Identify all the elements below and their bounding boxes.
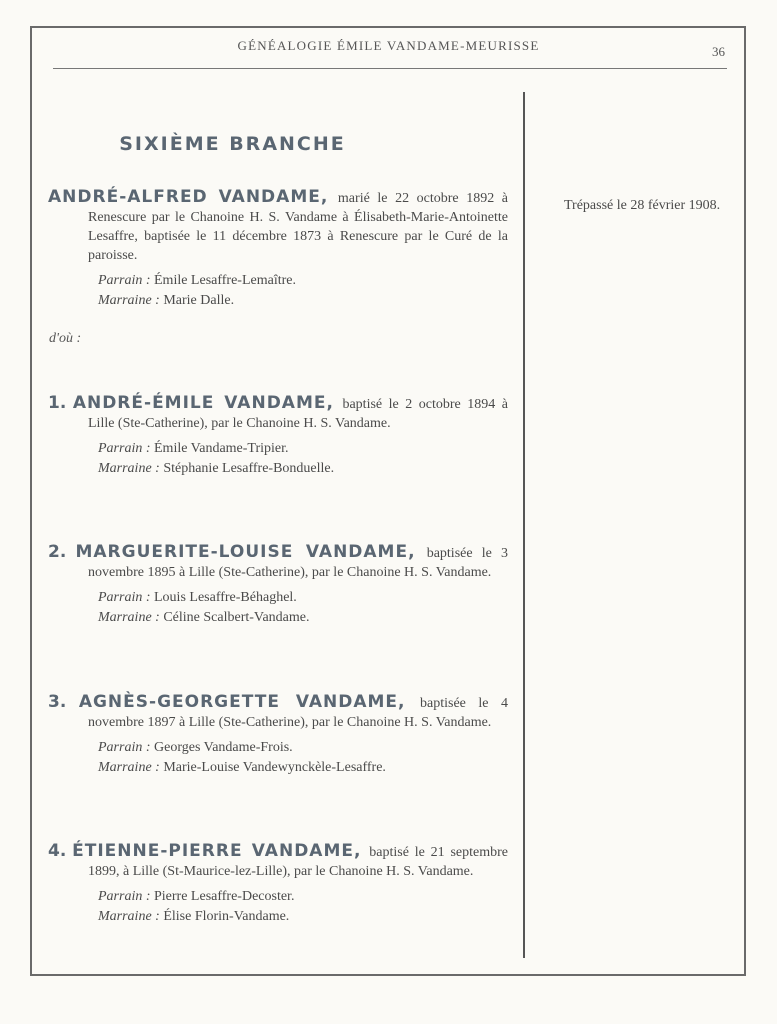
child-number: 4. bbox=[48, 841, 67, 861]
marraine-name: Élise Florin-Vandame. bbox=[163, 909, 290, 924]
page-frame bbox=[30, 26, 746, 976]
child-paragraph bbox=[48, 394, 508, 433]
child-number: 1. bbox=[48, 393, 67, 413]
godparents bbox=[48, 588, 508, 628]
person-name: MARGUERITE-LOUISE VANDAME, bbox=[75, 542, 416, 562]
parrain-label: Parrain : bbox=[98, 273, 151, 288]
godparents bbox=[48, 439, 508, 479]
child-paragraph bbox=[48, 842, 508, 881]
parrain-name: Émile Vandame-Tripier. bbox=[154, 441, 289, 456]
marraine-label: Marraine : bbox=[98, 909, 160, 924]
child-entry bbox=[48, 842, 508, 927]
parrain-line bbox=[98, 439, 508, 459]
child-number: 3. bbox=[48, 692, 67, 712]
dou-label: d'où : bbox=[49, 331, 82, 346]
parrain-label: Parrain : bbox=[98, 740, 151, 755]
marraine-label: Marraine : bbox=[98, 610, 160, 625]
parrain-name: Louis Lesaffre-Béhaghel. bbox=[154, 590, 297, 605]
marraine-name: Marie Dalle. bbox=[163, 293, 235, 308]
main-entry bbox=[48, 188, 508, 311]
entry-text: marié le 22 octobre 1892 à Renescure par le Chanoine H. S. Vandame à Élisabeth-Marie-Antoinette Lesaffre, baptisée le 11 décembre 1873 à Renescure par le Curé de la paroisse. bbox=[88, 191, 509, 263]
child-entry bbox=[48, 394, 508, 479]
parrain-line bbox=[98, 588, 508, 608]
parrain-line bbox=[98, 271, 508, 291]
parrain-name: Émile Lesaffre-Lemaître. bbox=[154, 273, 296, 288]
entry-text: baptisée le 3 novembre 1895 à Lille (Ste-Catherine), par le Chanoine H. S. Vandame. bbox=[88, 546, 508, 580]
godparents bbox=[48, 738, 508, 778]
godparents bbox=[48, 271, 508, 311]
parrain-label: Parrain : bbox=[98, 590, 151, 605]
marraine-name: Céline Scalbert-Vandame. bbox=[163, 610, 310, 625]
parrain-label: Parrain : bbox=[98, 441, 151, 456]
child-entry bbox=[48, 543, 508, 628]
marraine-line bbox=[98, 291, 508, 311]
person-name: AGNÈS-GEORGETTE VANDAME, bbox=[78, 692, 406, 712]
branch-title: SIXIÈME BRANCHE bbox=[119, 133, 346, 155]
marraine-name: Marie-Louise Vandewynckèle-Lesaffre. bbox=[163, 760, 386, 775]
person-name: ANDRÉ-ÉMILE VANDAME, bbox=[72, 393, 334, 413]
marraine-label: Marraine : bbox=[98, 461, 160, 476]
running-header: GÉNÉALOGIE ÉMILE VANDAME-MEURISSE bbox=[237, 38, 540, 53]
child-paragraph bbox=[48, 543, 508, 582]
page-number: 36 bbox=[712, 44, 725, 59]
child-number: 2. bbox=[48, 542, 67, 562]
marraine-label: Marraine : bbox=[98, 760, 160, 775]
child-entry bbox=[48, 693, 508, 778]
godparents bbox=[48, 887, 508, 927]
entry-text: baptisé le 21 septembre 1899, à Lille (St-Maurice-lez-Lille), par le Chanoine H. S. Vandame. bbox=[88, 845, 508, 879]
child-paragraph bbox=[48, 693, 508, 732]
side-note: Trépassé le 28 février 1908. bbox=[564, 198, 721, 213]
parrain-label: Parrain : bbox=[98, 889, 151, 904]
marraine-name: Stéphanie Lesaffre-Bonduelle. bbox=[163, 461, 335, 476]
column-divider bbox=[523, 92, 525, 958]
person-name: ANDRÉ-ALFRED VANDAME, bbox=[48, 187, 329, 207]
main-entry-paragraph bbox=[48, 188, 508, 265]
person-name: ÉTIENNE-PIERRE VANDAME, bbox=[72, 841, 362, 861]
header-rule bbox=[53, 68, 727, 69]
entry-text: baptisé le 2 octobre 1894 à Lille (Ste-Catherine), par le Chanoine H. S. Vandame. bbox=[88, 397, 508, 431]
marraine-label: Marraine : bbox=[98, 293, 160, 308]
parrain-name: Pierre Lesaffre-Decoster. bbox=[154, 889, 295, 904]
marraine-line bbox=[98, 459, 508, 479]
marraine-line bbox=[98, 907, 508, 927]
marraine-line bbox=[98, 758, 508, 778]
parrain-line bbox=[98, 887, 508, 907]
marraine-line bbox=[98, 608, 508, 628]
parrain-line bbox=[98, 738, 508, 758]
parrain-name: Georges Vandame-Frois. bbox=[154, 740, 293, 755]
entry-text: baptisée le 4 novembre 1897 à Lille (Ste-Catherine), par le Chanoine H. S. Vandame. bbox=[88, 696, 509, 730]
